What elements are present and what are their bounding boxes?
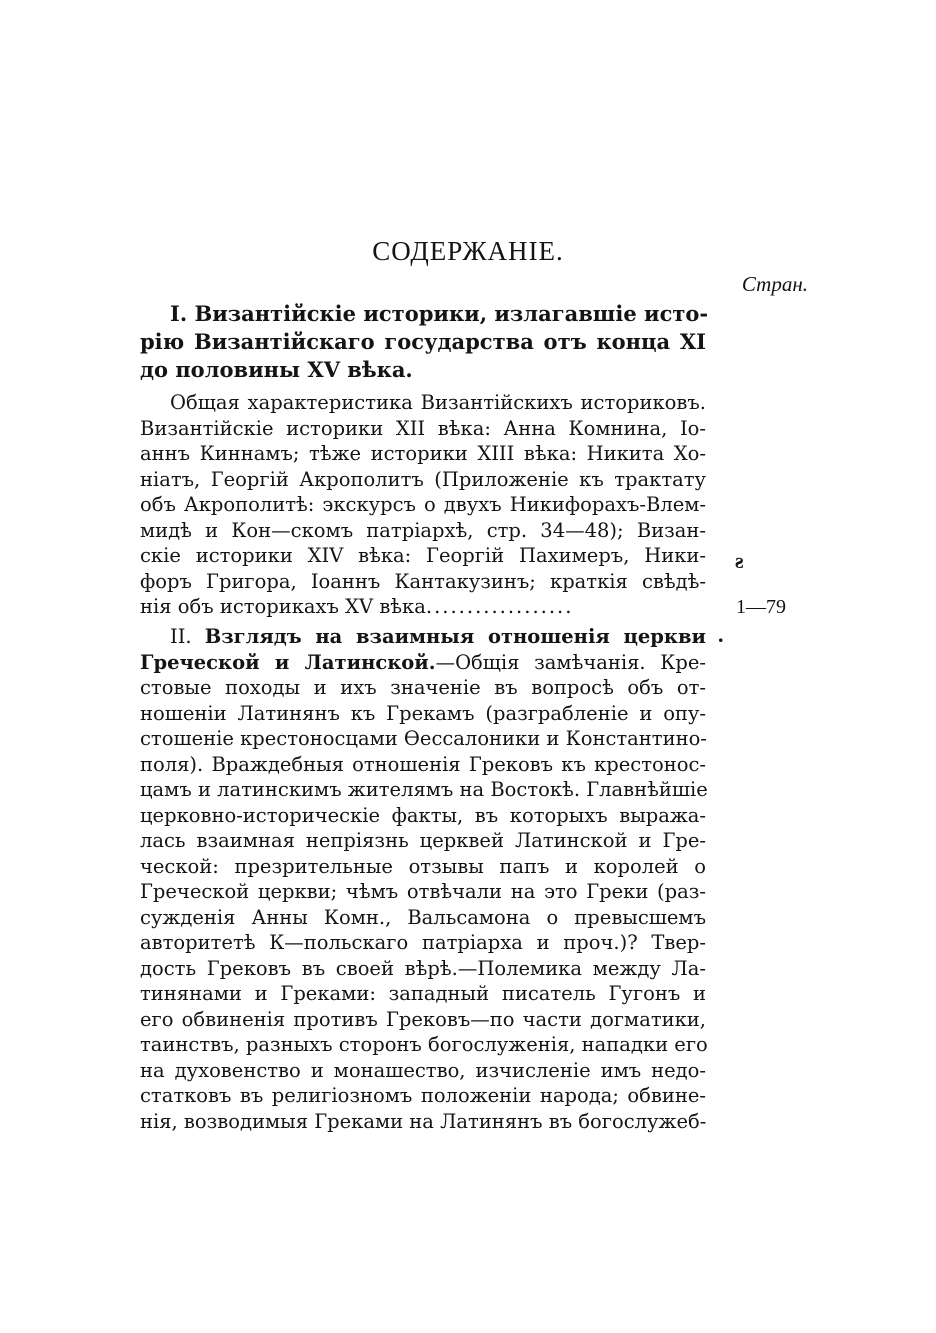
- section-2-line: поля). Враждебныя отношенія Грековъ къ крестонос-: [140, 752, 706, 776]
- section-2-line: ношеніи Латинянъ къ Грекамъ (разграбленіе и опу-: [140, 701, 706, 725]
- section-2-line: тинянами и Греками: западный писатель Гугонъ и: [140, 982, 706, 1005]
- page-column-label: Стран.: [741, 272, 808, 296]
- section-1-body-line: объ Акрополитѣ: экскурсъ о двухъ Никифорахъ-Влем-: [140, 493, 706, 516]
- section-1-pages: 1—79: [736, 596, 786, 618]
- section-1-heading-line: I. Византійскіе историки, излагавшіе исто-: [170, 301, 709, 326]
- section-1-body-line: нія объ историкахъ XV вѣка..................: [140, 595, 574, 618]
- section-2-line: его обвиненія противъ Грековъ—по части догматики,: [140, 1007, 706, 1031]
- section-2-line: Греческой церкви; чѣмъ отвѣчали на это Греки (раз-: [140, 880, 706, 903]
- section-2-line: сужденія Анны Комн., Вальсамона о превысшемъ: [140, 905, 706, 929]
- section-1-body-line: ніатъ, Георгій Акрополитъ (Приложеніе къ трактату: [140, 467, 706, 491]
- section-1-heading-line: до половины XV вѣка.: [140, 357, 413, 382]
- section-2-number: II.: [170, 625, 192, 648]
- section-2-line: нія, возводимыя Греками на Латинянъ въ богослужеб-: [140, 1109, 707, 1133]
- section-2-line: статковъ въ религіозномъ положеніи народа; обвине-: [140, 1084, 706, 1107]
- section-2-line: Греческой и Латинской.—Общія замѣчанія. Кре-: [140, 650, 706, 674]
- section-1-body-line: скіе историки XIV вѣка: Георгій Пахимеръ, Ники-: [140, 544, 706, 567]
- margin-mark: ƨ: [735, 548, 744, 573]
- section-2-line: авторитетѣ К—польскаго патріарха и проч.)? Твер-: [140, 931, 706, 954]
- section-2-line: стошеніе крестоносцами Өессалоники и Константино-: [140, 727, 707, 750]
- margin-mark: .: [718, 622, 724, 647]
- section-2: [140, 624, 706, 1134]
- section-2-line: цамъ и латинскимъ жителямъ на Востокѣ. Главнѣйшіе: [140, 778, 708, 801]
- section-2-line: на духовенство и монашество, изчисленіе имъ недо-: [140, 1058, 706, 1082]
- section-1-body-line: мидѣ и Кон—скомъ патріархѣ, стр. 34—48); Визан-: [140, 518, 706, 542]
- section-1-body-line: Общая характеристика Византійскихъ историковъ.: [170, 391, 706, 414]
- section-2-line: II. Взглядъ на взаимныя отношенія церкви: [170, 625, 706, 648]
- section-1-body-line: Византійскіе историки XII вѣка: Анна Комнина, Іо-: [140, 416, 706, 440]
- dot-leader: ..................: [425, 595, 574, 618]
- section-1-heading: [140, 300, 709, 384]
- page-title: СОДЕРЖАНІЕ.: [372, 236, 564, 266]
- section-1-heading-line: рію Византійскаго государства отъ конца XI: [140, 329, 706, 354]
- section-2-line: таинствъ, разныхъ сторонъ богослуженія, нападки его: [140, 1033, 708, 1056]
- section-2-line: стовые походы и ихъ значеніе въ вопросѣ объ от-: [140, 676, 706, 699]
- section-1-body-line: форъ Григора, Іоаннъ Кантакузинъ; краткія свѣдѣ-: [140, 569, 706, 593]
- section-2-line: лась взаимная непріязнь церквей Латинской и Гре-: [140, 829, 706, 852]
- section-1-number: I.: [170, 301, 188, 326]
- section-2-line: дость Грековъ въ своей вѣрѣ.—Полемика между Ла-: [140, 956, 706, 980]
- section-1-body-line: аннъ Киннамъ; тѣже историки XIII вѣка: Никита Хо-: [140, 442, 706, 465]
- section-2-line: ческой: презрительные отзывы папъ и королей о: [140, 854, 706, 878]
- section-1: [140, 300, 709, 620]
- section-2-line: церковно-историческіе факты, въ которыхъ выража-: [140, 803, 706, 827]
